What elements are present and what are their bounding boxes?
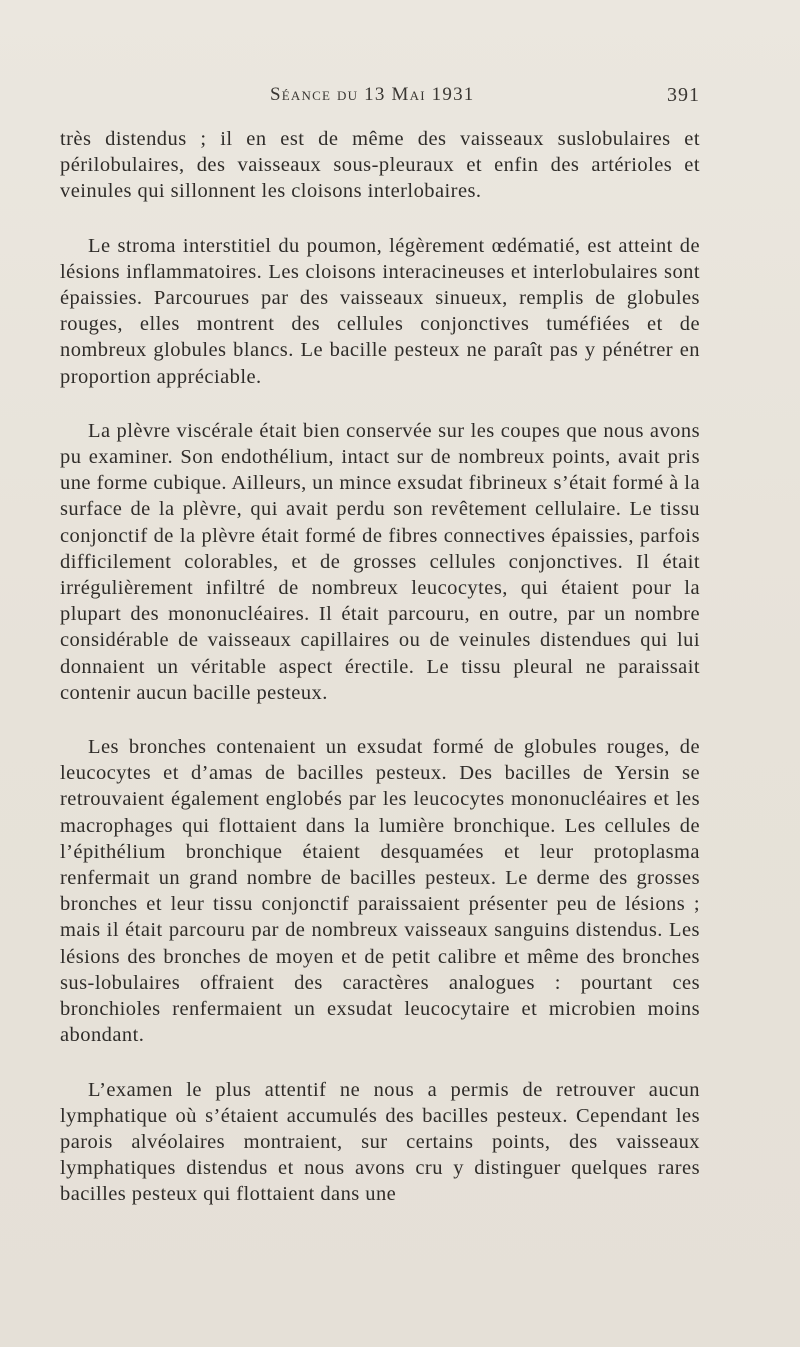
paragraph-plevre: La plèvre viscérale était bien conservée sur les coupes que nous avons pu examiner. Son endothélium, intact sur de nombreux points, avait pris une forme cubique. Ailleurs, un mince exsudat fibrineux s’était formé à la surface de la plèvre, qui avait perdu son revêtement cellulaire. Le tissu conjonctif de la plèvre était formé de fibres connectives épaissies, parfois difficilement colorables, et de grosses cellules conjonctives. Il était irrégulièrement infiltré de nombreux leucocytes, qui étaient pour la plupart des mononucléaires. Il était parcouru, en outre, par un nombre considérable de vaisseaux capillaires ou de veinules distendues qui lui donnaient un véritable aspect érectile. Le tissu pleural ne paraissait contenir aucun bacille pesteux. — [60, 419, 700, 704]
paragraph-lymphatiques: L’examen le plus attentif ne nous a permis de retrouver aucun lymphatique où s’étaient accumulés des bacilles pesteux. Cependant les parois alvéolaires montraient, sur certains points, des vaisseaux lymphatiques distendus et nous avons cru y distinguer quelques rares bacilles pesteux qui flottaient dans une — [60, 1078, 700, 1206]
running-head — [60, 84, 700, 112]
page-number: 391 — [667, 84, 700, 106]
paragraph-continuation: très distendus ; il en est de même des vaisseaux suslobulaires et périlobulaires, des vaisseaux sous-pleuraux et enfin des artérioles et veinules qui sillonnent les cloisons interlobaires. — [60, 128, 700, 203]
paragraph-stroma: Le stroma interstitiel du poumon, légèrement œdématié, est atteint de lésions inflammatoires. Les cloisons interacineuses et interlobulaires sont épaissies. Parcourues par des vaisseaux sinueux, remplis de globules rouges, elles montrent des cellules conjonctives tuméfiées et de nombreux globules blancs. Le bacille pesteux ne paraît pas y pénétrer en proportion appréciable. — [60, 234, 700, 388]
running-head-title: Séance du 13 Mai 1931 — [270, 84, 475, 105]
body-text — [60, 126, 700, 1208]
paragraph-bronches: Les bronches contenaient un exsudat formé de globules rouges, de leucocytes et d’amas de bacilles pesteux. Des bacilles de Yersin se retrouvaient également englobés par les leucocytes mononucléaires et les macrophages qui flottaient dans la lumière bronchique. Les cellules de l’épithélium bronchique étaient desquamées et leur protoplasma renfermait un grand nombre de bacilles pesteux. Le derme des grosses bronches et leur tissu conjonctif paraissaient présenter peu de lésions ; mais il était parcouru par de nombreux vaisseaux sanguins distendus. Les lésions des bronches de moyen et de petit calibre et même des bronches sus-lobulaires offraient des caractères analogues : pourtant ces bronchioles renfermaient un exsudat leucocytaire et microbien moins abondant. — [60, 736, 700, 1047]
